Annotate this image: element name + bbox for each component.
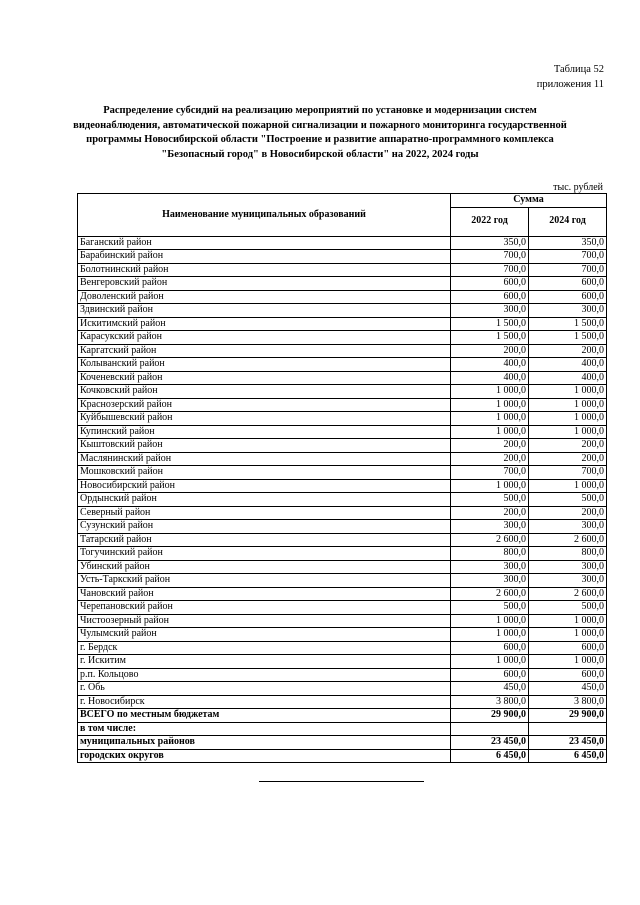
row-name: Колыванский район	[78, 358, 451, 372]
row-name: Тогучинский район	[78, 547, 451, 561]
row-value-2024: 600,0	[529, 290, 607, 304]
row-name: городских округов	[78, 749, 451, 763]
row-value-2024: 350,0	[529, 236, 607, 250]
row-value-2024: 200,0	[529, 344, 607, 358]
row-name: Убинский район	[78, 560, 451, 574]
row-name: Краснозерский район	[78, 398, 451, 412]
table-row	[78, 601, 607, 615]
row-value-2024: 600,0	[529, 668, 607, 682]
row-value-2022: 400,0	[451, 371, 529, 385]
table-row	[78, 641, 607, 655]
row-name: Каргатский район	[78, 344, 451, 358]
row-value-2024: 400,0	[529, 358, 607, 372]
row-name: Усть-Таркский район	[78, 574, 451, 588]
row-value-2024: 700,0	[529, 250, 607, 264]
row-name: Баганский район	[78, 236, 451, 250]
row-name: г. Обь	[78, 682, 451, 696]
table-row	[78, 250, 607, 264]
row-value-2024: 1 500,0	[529, 331, 607, 345]
table-row	[78, 317, 607, 331]
table-row	[78, 682, 607, 696]
row-name: в том числе:	[78, 722, 451, 736]
row-value-2022: 1 000,0	[451, 425, 529, 439]
row-value-2024: 1 000,0	[529, 614, 607, 628]
row-value-2022: 450,0	[451, 682, 529, 696]
row-value-2022: 400,0	[451, 358, 529, 372]
table-row	[78, 290, 607, 304]
total-row	[78, 736, 607, 750]
table-row	[78, 628, 607, 642]
row-value-2024: 200,0	[529, 439, 607, 453]
row-name: Чановский район	[78, 587, 451, 601]
table-row	[78, 371, 607, 385]
table-row	[78, 304, 607, 318]
row-value-2022: 2 600,0	[451, 587, 529, 601]
row-value-2024: 300,0	[529, 560, 607, 574]
table-row	[78, 263, 607, 277]
row-name: Здвинский район	[78, 304, 451, 318]
row-value-2024: 300,0	[529, 520, 607, 534]
table-row	[78, 358, 607, 372]
row-value-2024: 1 000,0	[529, 655, 607, 669]
row-name: Куйбышевский район	[78, 412, 451, 426]
row-name: Чулымский район	[78, 628, 451, 642]
table-row	[78, 560, 607, 574]
row-name: Сузунский район	[78, 520, 451, 534]
row-name: Барабинский район	[78, 250, 451, 264]
row-name: Кочковский район	[78, 385, 451, 399]
column-header-2024: 2024 год	[529, 207, 607, 236]
row-value-2024: 1 000,0	[529, 425, 607, 439]
table-body	[78, 236, 607, 763]
row-value-2022: 300,0	[451, 520, 529, 534]
row-value-2022: 1 000,0	[451, 655, 529, 669]
table-row	[78, 695, 607, 709]
row-value-2024: 1 000,0	[529, 398, 607, 412]
row-name: Болотнинский район	[78, 263, 451, 277]
table-row	[78, 506, 607, 520]
row-name: Венгеровский район	[78, 277, 451, 291]
row-value-2024: 200,0	[529, 452, 607, 466]
row-value-2024: 200,0	[529, 506, 607, 520]
row-name: Мошковский район	[78, 466, 451, 480]
row-value-2022: 600,0	[451, 641, 529, 655]
row-value-2024: 400,0	[529, 371, 607, 385]
table-row	[78, 493, 607, 507]
column-header-sum: Сумма	[451, 194, 607, 208]
row-value-2022: 200,0	[451, 452, 529, 466]
row-name: г. Бердск	[78, 641, 451, 655]
document-title: Распределение субсидий на реализацию мероприятий по установке и модернизации систем видеонаблюдения, автоматической пожарной сигнализации и пожарного мониторинга государственной программы Новосибирской области "Построение и развитие аппаратно-программного комплекса "Безопасный город" в Новосибирской области" на 2022, 2024 годы	[73, 105, 567, 160]
row-value-2022: 700,0	[451, 250, 529, 264]
row-value-2024: 450,0	[529, 682, 607, 696]
row-value-2022: 29 900,0	[451, 709, 529, 723]
row-value-2022: 1 000,0	[451, 412, 529, 426]
row-value-2022: 3 800,0	[451, 695, 529, 709]
appendix-number: приложения 11	[536, 79, 604, 90]
row-value-2022: 200,0	[451, 506, 529, 520]
row-value-2022: 700,0	[451, 263, 529, 277]
table-row	[78, 520, 607, 534]
row-value-2024: 29 900,0	[529, 709, 607, 723]
row-value-2022: 500,0	[451, 493, 529, 507]
row-name: Маслянинский район	[78, 452, 451, 466]
row-value-2022: 700,0	[451, 466, 529, 480]
row-value-2024: 1 000,0	[529, 385, 607, 399]
row-value-2022: 6 450,0	[451, 749, 529, 763]
row-name: Чистоозерный район	[78, 614, 451, 628]
row-value-2022: 1 000,0	[451, 398, 529, 412]
row-value-2024: 600,0	[529, 277, 607, 291]
row-name: г. Искитим	[78, 655, 451, 669]
table-row	[78, 385, 607, 399]
row-value-2022: 600,0	[451, 668, 529, 682]
row-value-2024: 800,0	[529, 547, 607, 561]
row-name: Коченевский район	[78, 371, 451, 385]
row-value-2022: 300,0	[451, 560, 529, 574]
row-value-2024: 1 000,0	[529, 479, 607, 493]
row-value-2022	[451, 722, 529, 736]
row-value-2024: 600,0	[529, 641, 607, 655]
row-value-2024: 6 450,0	[529, 749, 607, 763]
table-row	[78, 466, 607, 480]
row-value-2022: 600,0	[451, 290, 529, 304]
table-row	[78, 344, 607, 358]
table-row	[78, 236, 607, 250]
row-name: Новосибирский район	[78, 479, 451, 493]
row-value-2024: 500,0	[529, 601, 607, 615]
row-name: Черепановский район	[78, 601, 451, 615]
row-value-2024: 700,0	[529, 466, 607, 480]
table-row	[78, 614, 607, 628]
row-name: Искитимский район	[78, 317, 451, 331]
row-name: р.п. Кольцово	[78, 668, 451, 682]
row-value-2024: 300,0	[529, 574, 607, 588]
row-value-2022: 300,0	[451, 304, 529, 318]
row-name: ВСЕГО по местным бюджетам	[78, 709, 451, 723]
total-row	[78, 722, 607, 736]
row-name: Кыштовский район	[78, 439, 451, 453]
row-value-2022: 1 500,0	[451, 317, 529, 331]
column-header-name: Наименование муниципальных образований	[78, 194, 451, 237]
subsidy-table	[77, 193, 607, 763]
table-row	[78, 479, 607, 493]
row-value-2022: 1 000,0	[451, 479, 529, 493]
row-value-2022: 500,0	[451, 601, 529, 615]
row-value-2022: 600,0	[451, 277, 529, 291]
row-value-2022: 2 600,0	[451, 533, 529, 547]
row-value-2022: 200,0	[451, 439, 529, 453]
table-row	[78, 277, 607, 291]
row-value-2022: 1 000,0	[451, 385, 529, 399]
total-row	[78, 709, 607, 723]
row-value-2022: 23 450,0	[451, 736, 529, 750]
column-header-2022: 2022 год	[451, 207, 529, 236]
row-value-2024: 500,0	[529, 493, 607, 507]
row-name: муниципальных районов	[78, 736, 451, 750]
row-value-2022: 300,0	[451, 574, 529, 588]
table-row	[78, 587, 607, 601]
row-value-2024: 3 800,0	[529, 695, 607, 709]
row-value-2024: 700,0	[529, 263, 607, 277]
row-value-2024: 2 600,0	[529, 587, 607, 601]
row-value-2024	[529, 722, 607, 736]
row-name: г. Новосибирск	[78, 695, 451, 709]
table-row	[78, 574, 607, 588]
table-number: Таблица 52	[553, 64, 604, 75]
row-value-2022: 1 000,0	[451, 628, 529, 642]
table-row	[78, 655, 607, 669]
row-value-2024: 2 600,0	[529, 533, 607, 547]
closing-line	[259, 781, 424, 782]
table-row	[78, 425, 607, 439]
row-value-2024: 23 450,0	[529, 736, 607, 750]
table-row	[78, 398, 607, 412]
row-name: Купинский район	[78, 425, 451, 439]
row-name: Доволенский район	[78, 290, 451, 304]
row-value-2024: 1 000,0	[529, 628, 607, 642]
units-label: тыс. рублей	[553, 182, 603, 193]
row-value-2022: 350,0	[451, 236, 529, 250]
row-name: Татарский район	[78, 533, 451, 547]
table-row	[78, 547, 607, 561]
row-value-2022: 1 000,0	[451, 614, 529, 628]
row-value-2022: 1 500,0	[451, 331, 529, 345]
row-value-2024: 1 500,0	[529, 317, 607, 331]
row-value-2022: 800,0	[451, 547, 529, 561]
table-row	[78, 668, 607, 682]
row-name: Северный район	[78, 506, 451, 520]
total-row	[78, 749, 607, 763]
row-name: Карасукский район	[78, 331, 451, 345]
row-value-2022: 200,0	[451, 344, 529, 358]
table-row	[78, 452, 607, 466]
row-name: Ордынский район	[78, 493, 451, 507]
row-value-2024: 300,0	[529, 304, 607, 318]
table-row	[78, 331, 607, 345]
table-row	[78, 412, 607, 426]
table-row	[78, 533, 607, 547]
table-row	[78, 439, 607, 453]
row-value-2024: 1 000,0	[529, 412, 607, 426]
